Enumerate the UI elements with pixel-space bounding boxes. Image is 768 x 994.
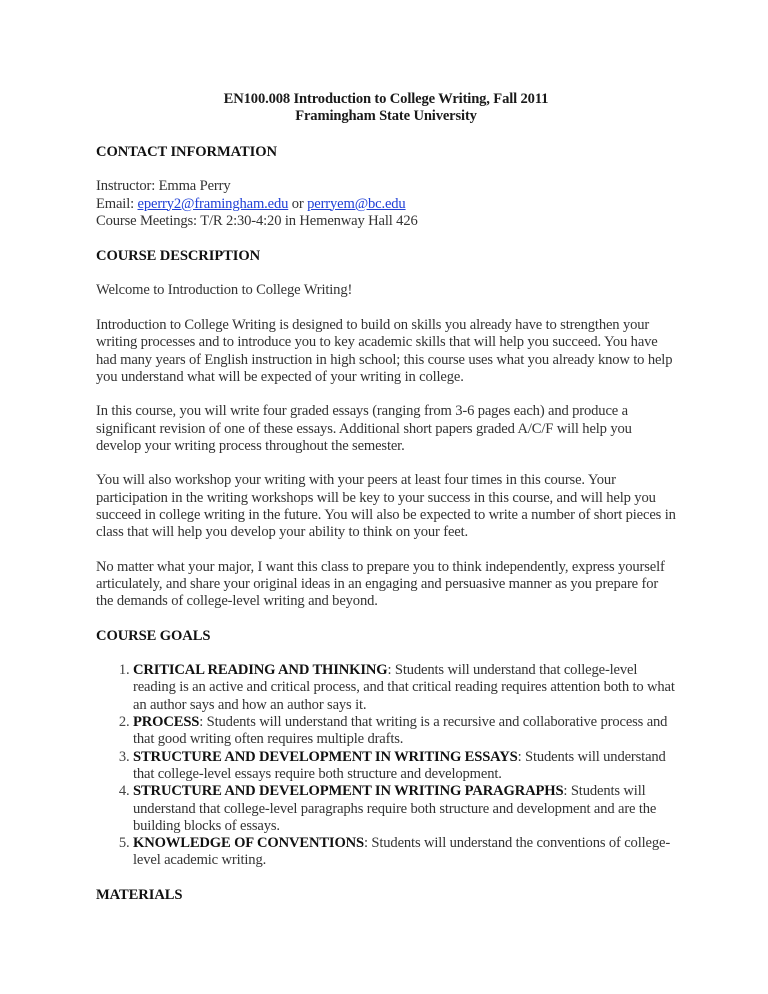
description-paragraph: In this course, you will write four graded essays (ranging from 3-6 pages each) and produce a significant revision of one of these essays. Additional short papers graded A/C/F will help you develop your writing process throughout the semester. (96, 403, 632, 454)
goal-title: STRUCTURE AND DEVELOPMENT IN WRITING ESSAYS (133, 748, 518, 765)
goal-text: : Students will understand that college-level reading is an active and critical process, and that critical reading requires attention both to what an author says and how an author says it. (133, 662, 675, 713)
description-paragraph: Welcome to Introduction to College Writing! (96, 282, 353, 299)
document-title-block (96, 91, 676, 124)
contact-section (96, 144, 676, 230)
meetings-line: Course Meetings: T/R 2:30-4:20 in Hemenway Hall 426 (96, 212, 418, 229)
goals-heading: COURSE GOALS (96, 627, 211, 644)
email-separator: or (288, 195, 308, 212)
goal-item (133, 783, 676, 835)
email-line (96, 196, 676, 213)
document-page (96, 91, 676, 921)
goals-list (96, 662, 676, 870)
email-link-secondary[interactable]: perryem@bc.edu (307, 195, 406, 212)
goal-title: KNOWLEDGE OF CONVENTIONS (133, 835, 365, 852)
goal-title: CRITICAL READING AND THINKING (133, 662, 388, 679)
instructor-label: Instructor: (96, 178, 159, 195)
description-heading: COURSE DESCRIPTION (96, 248, 261, 265)
materials-heading: MATERIALS (96, 886, 183, 903)
materials-section (96, 887, 676, 904)
institution-name: Framingham State University (295, 107, 477, 124)
goal-item (133, 714, 676, 749)
goal-text: : Students will understand that college-level paragraphs require both structure and development and are the building blocks of essays. (133, 783, 657, 834)
goal-title: PROCESS (133, 714, 200, 731)
goal-text: : Students will understand that writing is a recursive and collaborative process and that good writing often requires multiple drafts. (133, 714, 668, 748)
goal-text: : Students will understand the conventions of college-level academic writing. (133, 835, 671, 869)
goal-item (133, 662, 676, 714)
description-paragraph: Introduction to College Writing is designed to build on skills you already have to strengthen your writing processes and to introduce you to key academic skills that will help you succeed. You have had many years of English instruction in high school; this course uses what you already know to help you understand what will be expected of your writing in college. (96, 316, 673, 385)
description-paragraph: No matter what your major, I want this class to prepare you to think independently, express yourself articulately, and share your original ideas in an engaging and persuasive manner as you prepare for the demands of college-level writing and beyond. (96, 558, 665, 610)
goal-item (133, 749, 676, 784)
instructor-name: Emma Perry (158, 178, 231, 195)
goal-text: : Students will understand that college-level essays require both structure and development. (133, 748, 666, 782)
email-link-primary[interactable]: eperry2@framingham.edu (137, 195, 289, 212)
description-section (96, 248, 676, 611)
description-paragraph: You will also workshop your writing with your peers at least four times in this course. Your participation in the writing workshops will be key to your success in this course, and will help you succeed in college writing in the future. You will also be expected to write a number of short pieces in class that will help you develop your ability to think on your feet. (96, 472, 676, 541)
contact-heading: CONTACT INFORMATION (96, 144, 277, 160)
course-title: EN100.008 Introduction to College Writing, Fall 2011 (223, 91, 549, 107)
contact-details (96, 178, 676, 230)
email-label: Email: (96, 195, 138, 212)
goal-item (133, 835, 676, 870)
instructor-line (96, 178, 676, 195)
goals-section (96, 628, 676, 870)
goal-title: STRUCTURE AND DEVELOPMENT IN WRITING PARAGRAPHS (133, 783, 564, 800)
